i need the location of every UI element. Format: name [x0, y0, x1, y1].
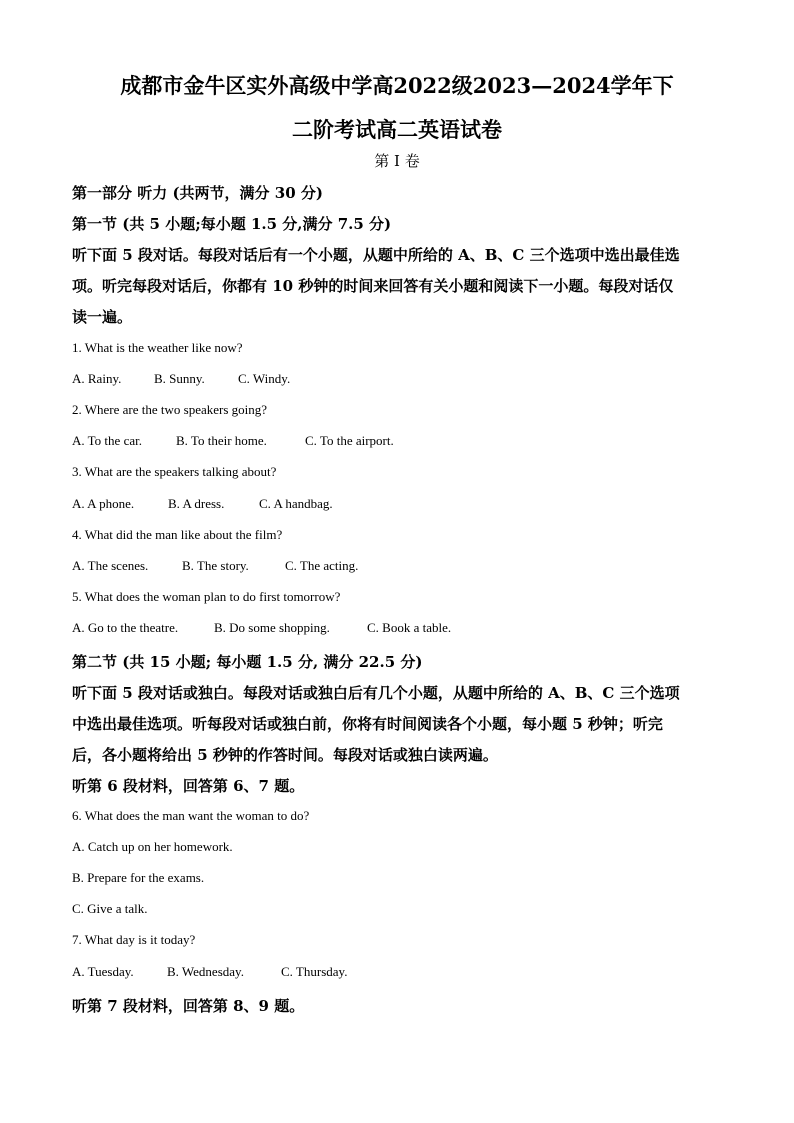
option-a: A. Tuesday. — [72, 964, 134, 979]
section-2-instruction-line-1: 听下面 5 段对话或独白。每段对话或独白后有几个小题，从题中所给的 A、B、C 三个选项 — [72, 684, 680, 702]
option-c: C. Book a table. — [367, 620, 452, 635]
option-b: B. Wednesday. — [167, 964, 244, 979]
option-b: B. A dress. — [168, 496, 225, 511]
option-c: C. A handbag. — [259, 496, 333, 511]
material-6-heading: 听第 6 段材料，回答第 6、7 题。 — [72, 777, 305, 795]
option-a: A. Go to the theatre. — [72, 620, 179, 635]
volume-label: 第 I 卷 — [374, 152, 420, 170]
question-5: 5. What does the woman plan to do first tomorrow? — [72, 589, 341, 604]
option-a: A. The scenes. — [72, 558, 149, 573]
exam-title-line-2: 二阶考试高二英语试卷 — [292, 117, 502, 142]
question-6-option-a: A. Catch up on her homework. — [72, 839, 233, 854]
option-c: C. To the airport. — [305, 433, 394, 448]
question-4: 4. What did the man like about the film? — [72, 527, 283, 542]
material-7-heading: 听第 7 段材料，回答第 8、9 题。 — [72, 997, 305, 1015]
option-b: B. The story. — [182, 558, 249, 573]
option-b: B. Do some shopping. — [214, 620, 330, 635]
exam-title-line-1: 成都市金牛区实外高级中学高2022级2023—2024学年下 — [120, 73, 674, 98]
section-2-heading: 第二节 (共 15 小题; 每小题 1.5 分, 满分 22.5 分) — [72, 653, 423, 671]
question-6: 6. What does the man want the woman to do? — [72, 808, 310, 823]
question-6-option-b: B. Prepare for the exams. — [72, 870, 205, 885]
option-a: A. Rainy. — [72, 371, 122, 386]
section-2-instruction-line-3: 后，各小题将给出 5 秒钟的作答时间。每段对话或独白读两遍。 — [72, 746, 498, 764]
section-2-instruction-line-2: 中选出最佳选项。听每段对话或独白前，你将有时间阅读各个小题，每小题 5 秒钟；听完 — [72, 715, 663, 733]
option-c: C. Thursday. — [281, 964, 348, 979]
option-c: C. The acting. — [285, 558, 359, 573]
section-1-instruction-line-2: 项。听完每段对话后，你都有 10 秒钟的时间来回答有关小题和阅读下一小题。每段对话仅 — [72, 277, 674, 295]
part-1-heading: 第一部分 听力 (共两节，满分 30 分) — [72, 184, 323, 202]
option-c: C. Windy. — [238, 371, 291, 386]
section-1-instruction-line-1: 听下面 5 段对话。每段对话后有一个小题，从题中所给的 A、B、C 三个选项中选出最佳选 — [72, 246, 680, 264]
question-1: 1. What is the weather like now? — [72, 340, 243, 355]
section-1-heading: 第一节 (共 5 小题;每小题 1.5 分,满分 7.5 分) — [72, 215, 392, 233]
option-b: B. To their home. — [176, 433, 267, 448]
option-b: B. Sunny. — [154, 371, 205, 386]
question-6-option-c: C. Give a talk. — [72, 901, 148, 916]
option-a: A. To the car. — [72, 433, 142, 448]
question-2: 2. Where are the two speakers going? — [72, 402, 268, 417]
section-1-instruction-line-3: 读一遍。 — [72, 308, 133, 326]
option-a: A. A phone. — [72, 496, 135, 511]
question-7: 7. What day is it today? — [72, 932, 196, 947]
question-3: 3. What are the speakers talking about? — [72, 464, 277, 479]
